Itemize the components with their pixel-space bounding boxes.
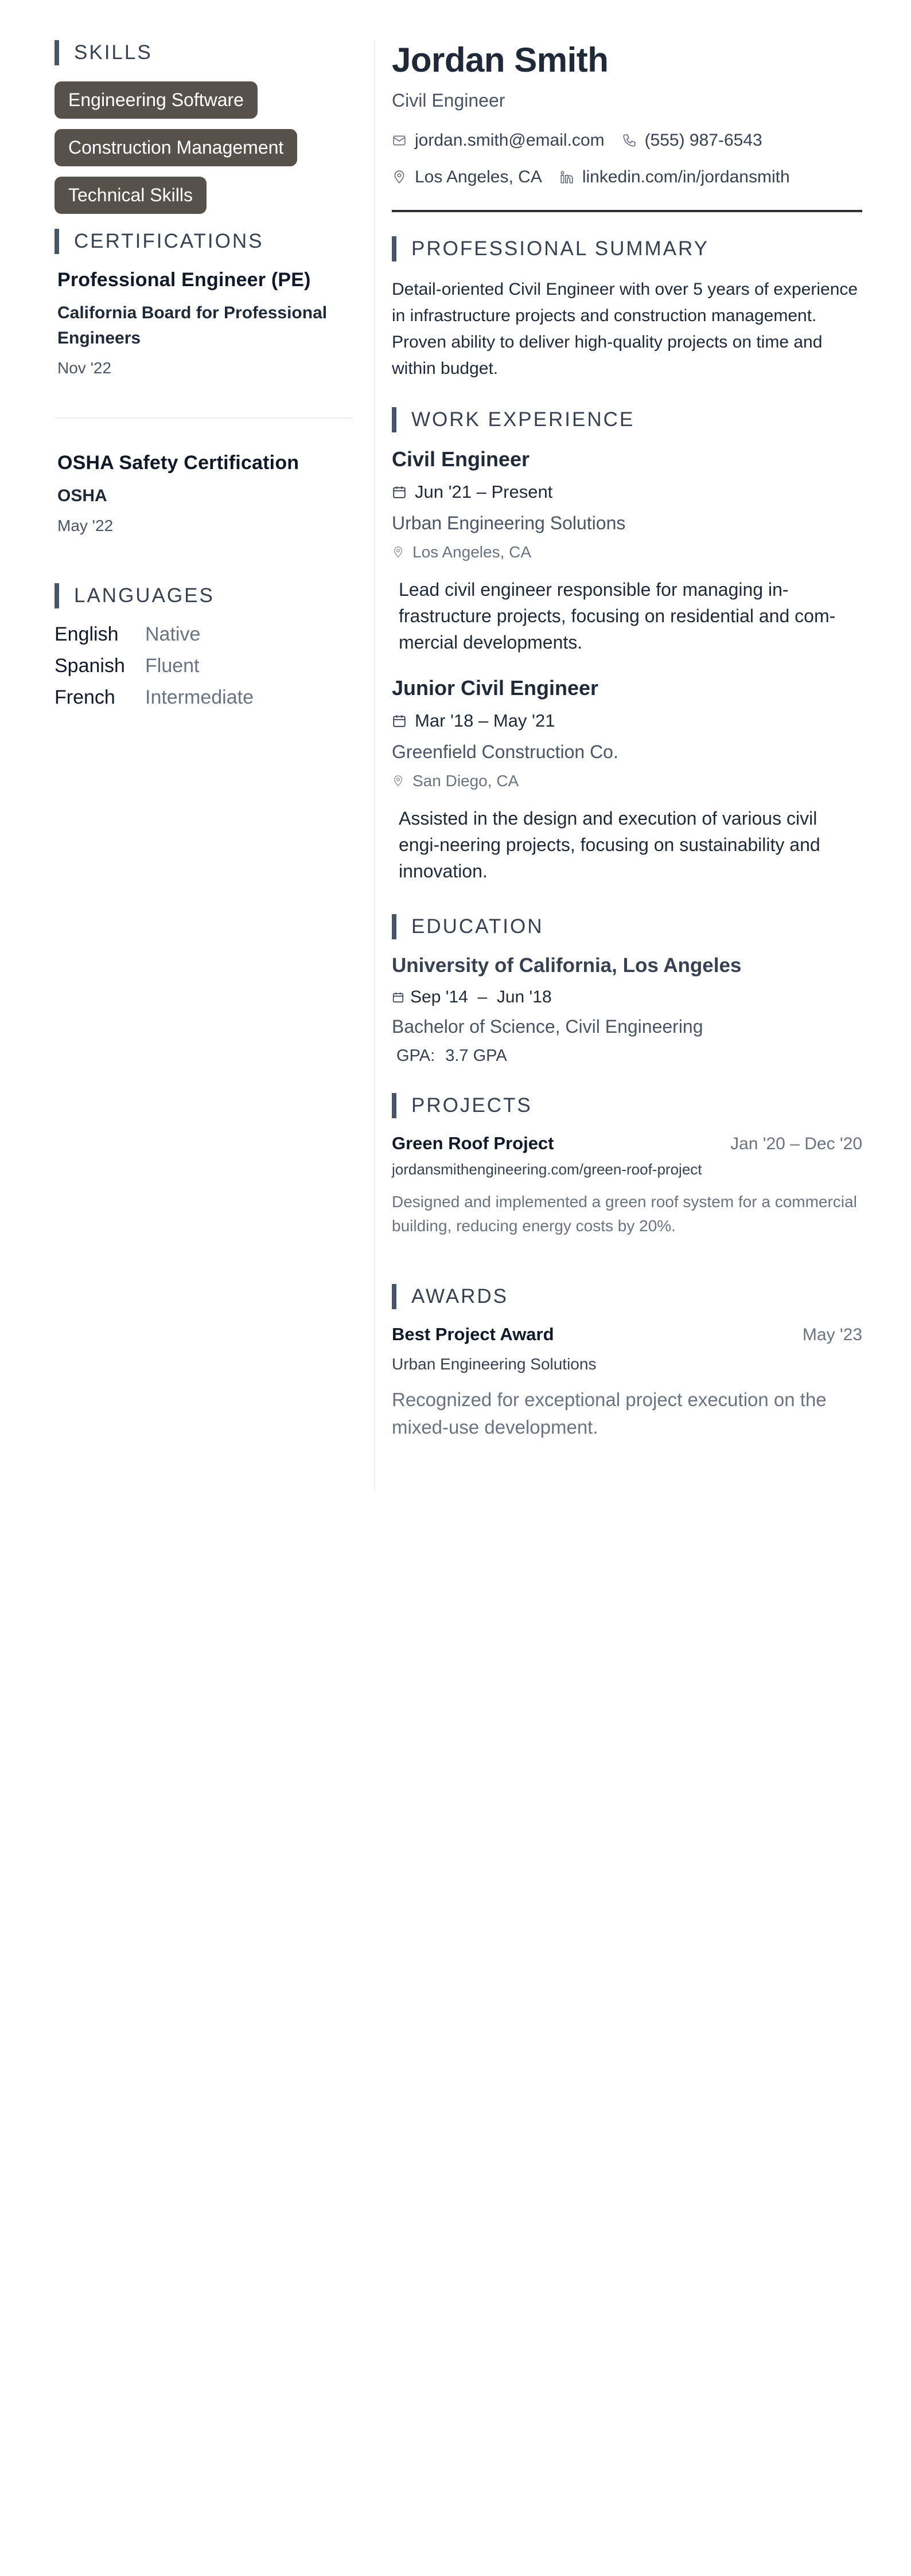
job-description: Lead civil engineer responsible for managing in-frastructure projects, focusing on residential and com-mercial developments. <box>399 579 836 653</box>
map-pin-icon <box>392 775 404 787</box>
languages-title: LANGUAGES <box>74 584 215 607</box>
education-title: EDUCATION <box>411 915 544 938</box>
section-accent-bar <box>54 40 59 65</box>
education-dates <box>392 988 862 1007</box>
calendar-icon <box>392 485 407 499</box>
section-accent-bar <box>392 914 396 939</box>
skills-title: SKILLS <box>74 41 153 64</box>
skill-tag: Technical Skills <box>54 177 207 214</box>
language-name: Spanish <box>54 655 125 677</box>
summary-title: PROFESSIONAL SUMMARY <box>411 237 709 260</box>
language-level: Fluent <box>145 655 200 677</box>
summary-section-header <box>392 236 862 261</box>
section-accent-bar <box>392 1093 396 1118</box>
project-description: Designed and implemented a green roof system for a commercial building, reducing energy costs by 20%. <box>392 1193 857 1235</box>
job-location-text: Los Angeles, CA <box>412 543 532 561</box>
section-accent-bar <box>392 236 396 261</box>
job-location <box>392 543 862 561</box>
mail-icon <box>392 133 407 148</box>
certification-title: Professional Engineer (PE) <box>57 269 311 291</box>
certification-date: May '22 <box>57 517 114 534</box>
experience-title: WORK EXPERIENCE <box>411 408 635 431</box>
calendar-icon <box>392 713 407 728</box>
job-location <box>392 772 862 790</box>
email-contact[interactable] <box>392 131 605 150</box>
sidebar <box>54 40 353 718</box>
education-school: University of California, Los Angeles <box>392 954 742 977</box>
language-level: Intermediate <box>145 686 254 708</box>
certification-date: Nov '22 <box>57 359 112 377</box>
linkedin-contact[interactable] <box>559 167 790 187</box>
certification-title: OSHA Safety Certification <box>57 452 299 474</box>
email-text: jordan.smith@email.com <box>415 131 605 150</box>
language-name: French <box>54 686 115 708</box>
project-title: Green Roof Project <box>392 1133 554 1153</box>
phone-icon <box>622 133 637 148</box>
job-dates-text: Mar '18 – May '21 <box>415 711 555 731</box>
education-dates-text: Sep '14 – Jun '18 <box>410 988 552 1006</box>
phone-contact[interactable] <box>622 131 762 150</box>
projects-section-header <box>392 1093 862 1118</box>
job-entry <box>392 447 862 655</box>
job-company: Greenfield Construction Co. <box>392 741 618 762</box>
job-dates <box>392 482 862 502</box>
education-gpa <box>392 1047 862 1065</box>
award-date: May '23 <box>802 1325 862 1344</box>
certification-item <box>54 269 353 377</box>
calendar-icon <box>392 991 404 1004</box>
linkedin-text: linkedin.com/in/jordansmith <box>582 167 790 186</box>
section-accent-bar <box>54 583 59 608</box>
award-description: Recognized for exceptional project execution on the mixed-use development. <box>392 1389 827 1438</box>
job-title: Junior Civil Engineer <box>392 676 599 700</box>
languages-section-header <box>54 583 353 608</box>
education-section-header <box>392 914 862 939</box>
section-accent-bar <box>392 1284 396 1309</box>
skill-tag: Construction Management <box>54 129 297 166</box>
gpa-label: GPA: <box>396 1047 435 1065</box>
projects-title: PROJECTS <box>411 1094 532 1117</box>
section-accent-bar <box>54 229 59 254</box>
job-title: Civil Engineer <box>392 447 530 471</box>
certification-org: California Board for Professional Engineers <box>57 303 328 348</box>
language-level: Native <box>145 623 201 645</box>
award-header <box>392 1324 862 1345</box>
contact-row <box>392 131 862 150</box>
language-row <box>54 655 353 677</box>
linkedin-icon <box>559 170 574 185</box>
certifications-title: CERTIFICATIONS <box>74 230 264 252</box>
summary-text: Detail-oriented Civil Engineer with over 5 years of experience in infrastructure projects and construction management. Proven ability to deliver high-quality projects on time and within budget. <box>392 280 858 378</box>
award-title: Best Project Award <box>392 1324 554 1344</box>
header-divider <box>392 210 862 212</box>
job-location-text: San Diego, CA <box>412 772 519 790</box>
skills-section-header <box>54 40 353 65</box>
job-entry <box>392 676 862 884</box>
location-text: Los Angeles, CA <box>415 167 542 186</box>
language-row <box>54 686 353 709</box>
section-accent-bar <box>392 407 396 432</box>
certification-divider <box>54 417 353 419</box>
job-dates <box>392 711 862 731</box>
project-link[interactable]: jordansmithengineering.com/green-roof-project <box>392 1161 702 1178</box>
main-column <box>392 40 862 1441</box>
experience-section-header <box>392 407 862 432</box>
skill-tag: Engineering Software <box>54 81 258 119</box>
awards-section-header <box>392 1284 862 1309</box>
job-dates-text: Jun '21 – Present <box>415 482 553 502</box>
project-dates: Jan '20 – Dec '20 <box>730 1134 862 1153</box>
contact-row <box>392 167 862 187</box>
location-contact <box>392 167 542 187</box>
certification-org: OSHA <box>57 486 107 505</box>
certification-item <box>54 452 353 535</box>
languages-list <box>54 623 353 709</box>
language-name: English <box>54 623 119 645</box>
column-divider <box>374 40 375 1491</box>
candidate-name: Jordan Smith <box>392 41 609 79</box>
award-org: Urban Engineering Solutions <box>392 1355 597 1373</box>
awards-title: AWARDS <box>411 1285 509 1307</box>
skills-list <box>54 81 353 214</box>
language-row <box>54 623 353 646</box>
map-pin-icon <box>392 170 407 185</box>
gpa-value: 3.7 GPA <box>445 1047 507 1065</box>
job-company: Urban Engineering Solutions <box>392 513 626 533</box>
education-degree: Bachelor of Science, Civil Engineering <box>392 1016 703 1037</box>
project-header <box>392 1133 862 1154</box>
job-description: Assisted in the design and execution of various civil engi-neering projects, focusing on sustainability and innovation. <box>399 808 820 881</box>
map-pin-icon <box>392 546 404 559</box>
phone-text: (555) 987-6543 <box>644 131 762 150</box>
candidate-role: Civil Engineer <box>392 90 505 111</box>
certifications-section-header <box>54 229 353 254</box>
